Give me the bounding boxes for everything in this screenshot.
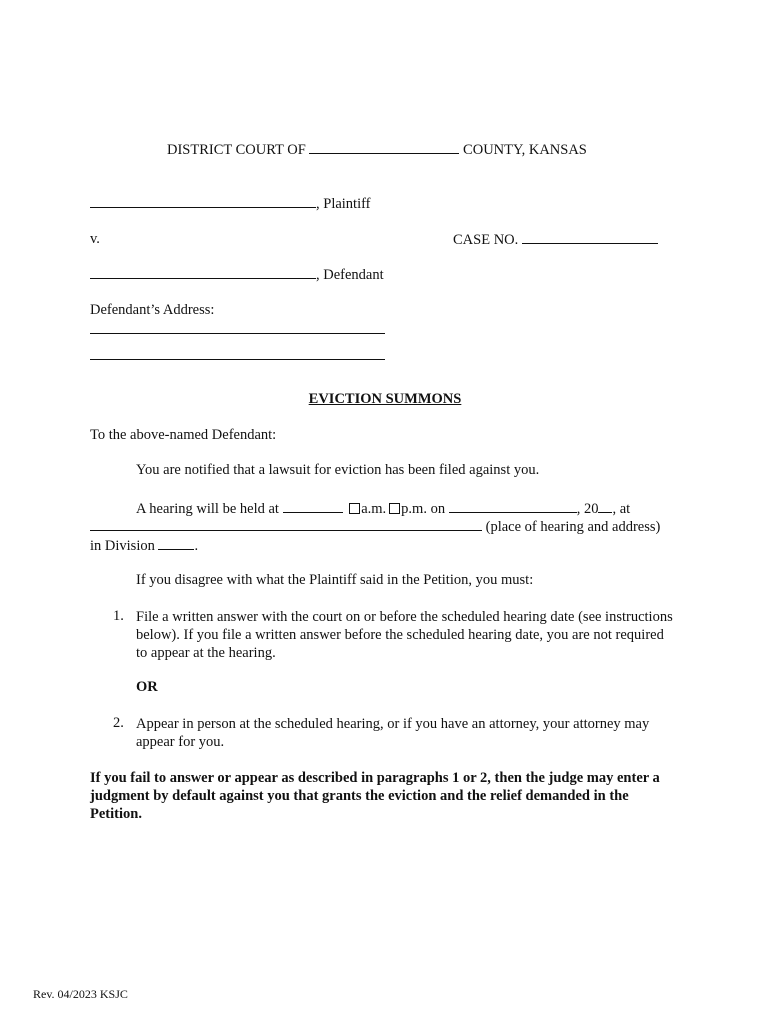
document-title: EVICTION SUMMONS — [308, 391, 462, 407]
disagree-intro: If you disagree with what the Plaintiff said in the Petition, you must: — [136, 572, 534, 588]
case-no-label: CASE NO. — [453, 232, 519, 248]
defendant-address-label: Defendant’s Address: — [90, 302, 215, 318]
place-label: (place of hearing and address) — [485, 519, 661, 535]
year-blank[interactable] — [598, 500, 612, 513]
defendant-line — [90, 266, 384, 284]
defendant-blank[interactable] — [90, 266, 316, 279]
case-number-line — [453, 231, 658, 249]
notice-text: You are notified that a lawsuit for eviction has been filed against you. — [136, 462, 540, 478]
plaintiff-line — [90, 195, 371, 213]
option-number-2: 2. — [113, 715, 124, 731]
place-blank[interactable] — [90, 518, 482, 531]
on-label: on — [430, 501, 446, 517]
county-blank[interactable] — [309, 141, 459, 154]
hearing-line — [136, 500, 630, 518]
salutation: To the above-named Defendant: — [90, 427, 277, 443]
am-checkbox[interactable] — [349, 503, 360, 514]
court-suffix: COUNTY, KANSAS — [463, 142, 587, 158]
address-line-2[interactable] — [90, 359, 385, 360]
year-prefix: , 20 — [576, 501, 599, 517]
division-prefix: in Division — [90, 538, 155, 554]
hearing-prefix: A hearing will be held at — [136, 501, 279, 517]
court-header — [167, 141, 587, 159]
option-text-1: File a written answer with the court on or before the scheduled hearing date (see instructions below). If you file a written answer before the scheduled hearing date, you are not required to appear at the hearing. — [136, 609, 673, 661]
plaintiff-blank[interactable] — [90, 195, 316, 208]
hearing-time-blank[interactable] — [283, 500, 343, 513]
versus-label: v. — [90, 231, 100, 247]
division-line — [90, 537, 198, 555]
address-line-1[interactable] — [90, 333, 385, 334]
pm-label: p.m. — [401, 501, 427, 517]
plaintiff-label: , Plaintiff — [316, 196, 371, 212]
revision-footer: Rev. 04/2023 KSJC — [33, 987, 128, 1001]
option-number-1: 1. — [113, 608, 124, 624]
or-label: OR — [136, 679, 158, 695]
place-line — [90, 518, 660, 536]
default-judgment-warning: If you fail to answer or appear as described in paragraphs 1 or 2, then the judge may enter a judgment by default against you that grants the eviction and the relief demanded in the Petition. — [90, 770, 660, 822]
option-text-2: Appear in person at the scheduled hearing, or if you have an attorney, your attorney may appear for you. — [136, 716, 650, 750]
division-suffix: . — [194, 538, 199, 554]
division-blank[interactable] — [158, 537, 194, 550]
defendant-label: , Defendant — [316, 267, 384, 283]
hearing-date-blank[interactable] — [449, 500, 577, 513]
am-label: a.m. — [361, 501, 387, 517]
year-suffix: , at — [612, 501, 631, 517]
case-number-blank[interactable] — [522, 231, 658, 244]
court-prefix: DISTRICT COURT OF — [167, 142, 306, 158]
pm-checkbox[interactable] — [389, 503, 400, 514]
